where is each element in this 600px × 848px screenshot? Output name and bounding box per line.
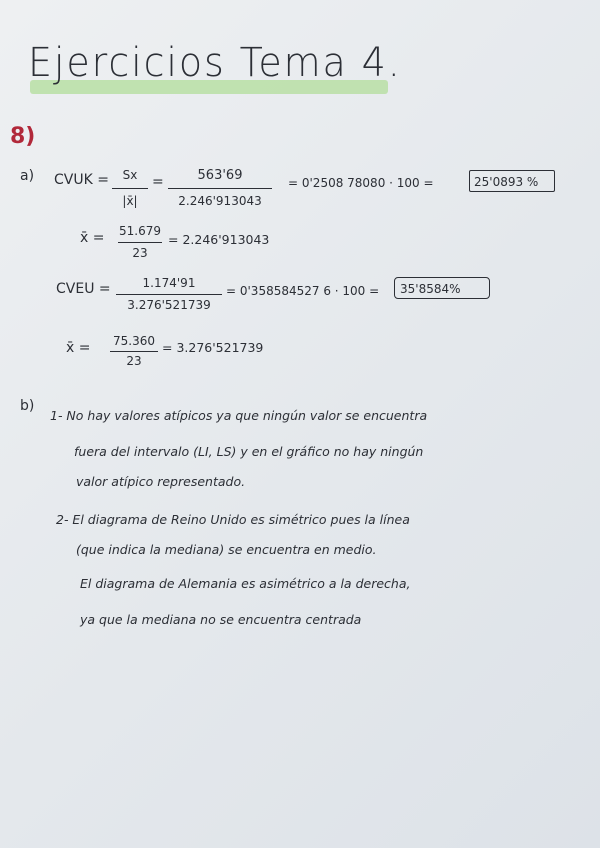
mean-uk-numerator: 51.679 — [119, 224, 161, 238]
cv-eu-answer-box — [394, 277, 490, 299]
part-b-line-6: El diagrama de Alemania es asimétrico a la derecha, — [80, 576, 411, 591]
cv-eu-fraction-bar — [116, 294, 222, 295]
part-b-line-7: ya que la mediana no se encuentra centrada — [80, 612, 362, 627]
part-b-label: b) — [20, 398, 35, 414]
cv-uk-answer-box — [469, 170, 555, 192]
mean-eu-lhs: x̄ = — [66, 340, 91, 356]
cv-uk-equals: = — [152, 174, 164, 190]
part-b-line-2: fuera del intervalo (LI, LS) y en el gráfico no hay ningún — [74, 444, 424, 459]
cv-eu-numerator: 1.174'91 — [142, 276, 196, 290]
mean-uk-result: = 2.246'913043 — [168, 232, 270, 247]
part-b-line-3: valor atípico representado. — [76, 474, 246, 489]
cv-eu-lhs: CVEU = — [56, 281, 111, 297]
part-b-line-5: (que indica la mediana) se encuentra en medio. — [76, 542, 377, 557]
mean-eu-denominator: 23 — [126, 354, 142, 368]
mean-uk-denominator: 23 — [132, 246, 148, 260]
part-b-line-1: 1- No hay valores atípicos ya que ningún valor se encuentra — [50, 408, 428, 423]
cv-uk-fraction-bar — [112, 188, 148, 189]
cv-eu-answer: 35'8584% — [400, 282, 461, 296]
cv-uk-denominator-2: 2.246'913043 — [178, 194, 262, 208]
cv-uk-numerator: Sx — [122, 168, 138, 182]
cv-uk-result: = 0'2508 78080 · 100 = — [288, 176, 434, 190]
cv-uk-lhs: CVUK = — [54, 172, 109, 188]
cv-uk-denominator: |x̄| — [122, 194, 138, 208]
mean-eu-numerator: 75.360 — [113, 334, 155, 348]
page-title: Ejercicios Tema 4. — [28, 40, 402, 86]
cv-eu-result: = 0'358584527 6 · 100 = — [226, 284, 380, 298]
part-a-label: a) — [20, 168, 35, 184]
cv-eu-denominator: 3.276'521739 — [127, 298, 211, 312]
cv-uk-answer: 25'0893 % — [474, 175, 539, 189]
mean-eu-result: = 3.276'521739 — [162, 340, 264, 355]
mean-uk-lhs: x̄ = — [80, 230, 105, 246]
part-b-line-4: 2- El diagrama de Reino Unido es simétrico pues la línea — [56, 512, 410, 527]
mean-eu-fraction-bar — [110, 351, 158, 352]
cv-uk-numerator-2: 563'69 — [197, 168, 243, 183]
mean-uk-fraction-bar — [118, 242, 162, 243]
cv-uk-fraction-bar-2 — [168, 188, 272, 189]
exercise-number: 8) — [10, 124, 36, 149]
